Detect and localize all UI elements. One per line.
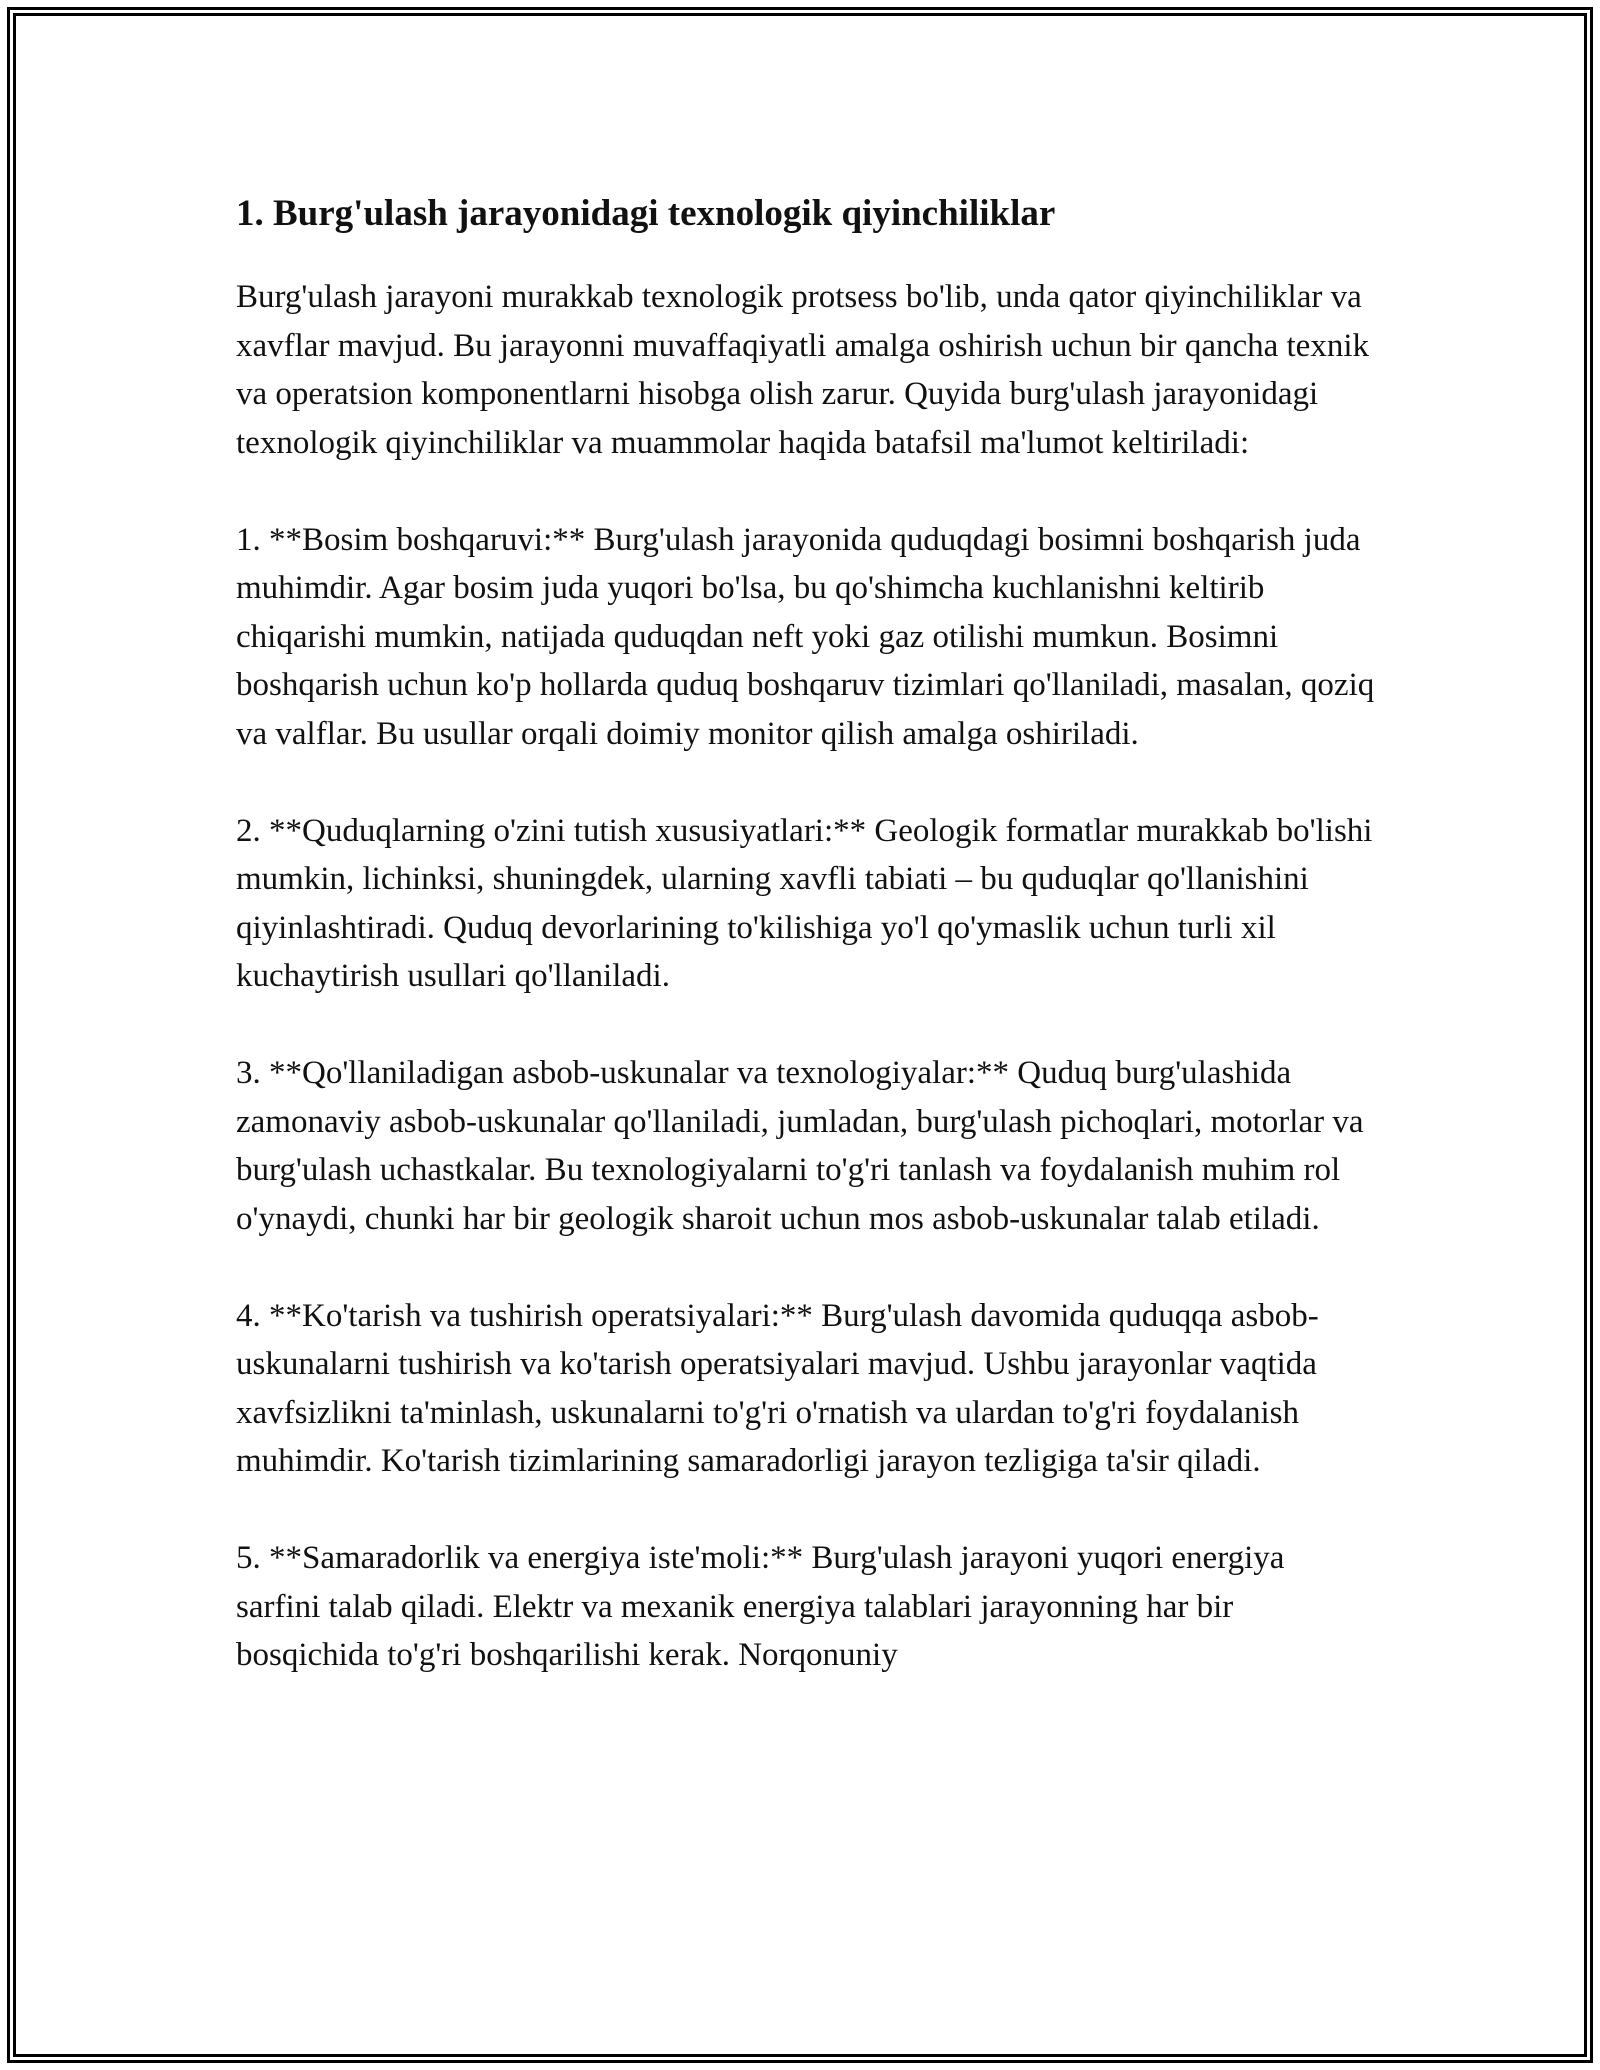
list-item-energy-efficiency: 5. **Samaradorlik va energiya iste'moli:** Burg'ulash jarayoni yuqori energiya sarfini talab qiladi. Elektr va mexanik energiya talablari jarayonning har bir bosqichida to'g'ri boshqarilishi kerak. Norqonuniy bbox=[236, 1540, 1285, 1673]
list-item-well-behavior: 2. **Quduqlarning o'zini tutish xususiyatlari:** Geologik formatlar murakkab bo'lishi mumkin, lichinksi, shuningdek, ularning xavfli tabiati – bu quduqlar qo'llanishini qiyinlashtiradi. Quduq devorlarining to'kilishiga yo'l qo'ymaslik uchun turli xil kuchaytirish usullari qo'llaniladi. bbox=[236, 812, 1373, 994]
list-item-pressure-control: 1. **Bosim boshqaruvi:** Burg'ulash jarayonida quduqdagi bosimni boshqarish juda muhimdir. Agar bosim juda yuqori bo'lsa, bu qo'shimcha kuchlanishni keltirib chiqarishi mumkin, natijada quduqdan neft yoki gaz otilishi mumkun. Bosimni boshqarish uchun ko'p hollarda quduq boshqaruv tizimlari qo'llaniladi, masalan, qoziq va valflar. Bu usullar orqali doimiy monitor qilish amalga oshiriladi. bbox=[236, 521, 1375, 752]
section-heading: 1. Burg'ulash jarayonidagi texnologik qiyinchiliklar bbox=[236, 193, 1056, 234]
intro-paragraph: Burg'ulash jarayoni murakkab texnologik protsess bo'lib, unda qator qiyinchiliklar va xavflar mavjud. Bu jarayonni muvaffaqiyatli amalga oshirish uchun bir qancha texnik va operatsion komponentlarni hisobga olish zarur. Quyida burg'ulash jarayonidagi texnologik qiyinchiliklar va muammolar haqida batafsil ma'lumot keltiriladi: bbox=[236, 279, 1369, 461]
list-item-equipment: 3. **Qo'llaniladigan asbob-uskunalar va texnologiyalar:** Quduq burg'ulashida zamonaviy asbob-uskunalar qo'llaniladi, jumladan, burg'ulash pichoqlari, motorlar va burg'ulash uchastkalar. Bu texnologiyalarni to'g'ri tanlash va foydalanish muhim rol o'ynaydi, chunki har bir geologik sharoit uchun mos asbob-uskunalar talab etiladi. bbox=[236, 1055, 1364, 1237]
document-body bbox=[236, 185, 1376, 1728]
list-item-tripping-operations: 4. **Ko'tarish va tushirish operatsiyalari:** Burg'ulash davomida quduqqa asbob-uskunalarni tushirish va ko'tarish operatsiyalari mavjud. Ushbu jarayonlar vaqtida xavfsizlikni ta'minlash, uskunalarni to'g'ri o'rnatish va ulardan to'g'ri foydalanish muhimdir. Ko'tarish tizimlarining samaradorligi jarayon tezligiga ta'sir qiladi. bbox=[236, 1297, 1319, 1479]
